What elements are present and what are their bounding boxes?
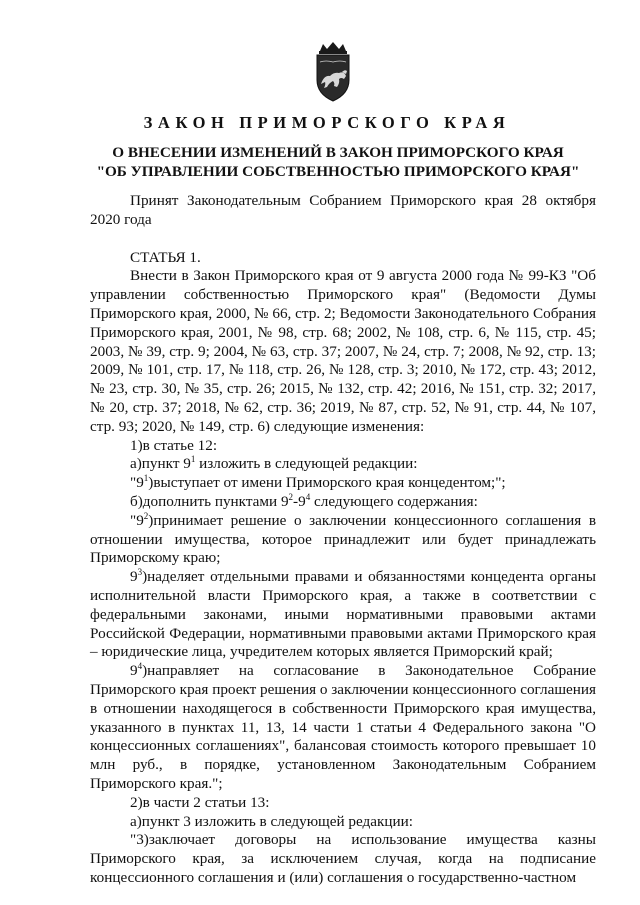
- law-title: ЗАКОН ПРИМОРСКОГО КРАЯ: [143, 113, 511, 132]
- law-subtitle-line2: "ОБ УПРАВЛЕНИИ СОБСТВЕННОСТЬЮ ПРИМОРСКОГО КРАЯ": [96, 163, 580, 180]
- document-body: [90, 192, 596, 888]
- item-1a: [90, 455, 596, 474]
- item-1b-text: б)дополнить пунктами 9: [130, 492, 289, 510]
- point-text-end: )наделяет отдельными правами и обязанностями концедента органы исполнительной власти Приморского края, а также в соответствии с федеральными законами, иными нормативными правовыми актами Российской Федерации, нормативными правовыми актами Приморского края – юридические лица, учредителем которых является Приморский край;: [90, 568, 596, 661]
- item-2: 2)в части 2 статьи 13:: [130, 793, 270, 811]
- article-intro: Внести в Закон Приморского края от 9 августа 2000 года № 99-КЗ "Об управлении собственностью Приморского края" (Ведомости Думы Приморского края, 2000, № 66, стр. 2; Ведомости Законодательного Собрания Приморского края, 2001, № 98, стр. 68; 2002, № 108, стр. 6, № 115, стр. 45; 2003, № 39, стр. 9; 2004, № 63, стр. 37; 2007, № 24, стр. 7; 2008, № 92, стр. 13; 2009, № 101, стр. 17, № 118, стр. 26, № 128, стр. 3; 2010, № 172, стр. 43; 2012, № 23, стр. 30, № 35, стр. 26; 2015, № 132, стр. 42; 2016, № 151, стр. 32; 2017, № 20, стр. 37; 2018, № 62, стр. 36; 2019, № 87, стр. 52, № 91, стр. 44, № 107, стр. 93; 2020, № 149, стр. 6) следующие изменения:: [90, 267, 596, 435]
- superscript: 3: [137, 567, 143, 578]
- adoption-statement: Принят Законодательным Собранием Приморского края 28 октября 2020 года: [90, 192, 596, 228]
- point-text-end: )направляет на согласование в Законодательное Собрание Приморского края проект решения о заключении концессионного соглашения в отношении находящегося в собственности Приморского края имущества, указанного в пунктах 11, 13, 14 части 1 статьи 4 Федерального закона "О концессионных соглашениях", балансовая стоимость которого превышает 10 млн руб., в порядке, установленном Законодательным Собранием Приморского края.";: [90, 662, 596, 792]
- point-3: "3)заключает договоры на использование имущества казны Приморского края, за исключением случая, когда на подписание концессионного соглашения и (или) соглашения о государственно-частном: [90, 831, 596, 886]
- law-subtitle-line1: О ВНЕСЕНИИ ИЗМЕНЕНИЙ В ЗАКОН ПРИМОРСКОГО КРАЯ: [112, 144, 564, 161]
- point-9-3: [90, 568, 596, 662]
- item-1b: [90, 493, 596, 512]
- item-1a-quote: [90, 474, 596, 493]
- superscript: 4: [137, 661, 143, 672]
- point-text: 9: [130, 662, 138, 680]
- superscript: 2: [143, 510, 149, 521]
- point-text: 9: [130, 568, 138, 586]
- item-1a-text: а)пункт 9: [130, 455, 191, 473]
- item-1: 1)в статье 12:: [130, 436, 218, 454]
- primorsky-krai-coat-of-arms-icon: [306, 42, 360, 102]
- item-1a-text-end: изложить в следующей редакции:: [195, 455, 418, 473]
- point-text-end: )принимает решение о заключении концессионного соглашения в отношении имущества, которое принадлежит или будет принадлежать Приморскому краю;: [90, 511, 596, 567]
- item-1b-text-end: следующего содержания:: [310, 492, 478, 510]
- superscript: 1: [190, 454, 196, 465]
- quote-text: "9: [130, 474, 144, 492]
- point-9-2: [90, 512, 596, 568]
- point-text: "9: [130, 511, 144, 529]
- quote-text-end: )выступает от имени Приморского края концедентом;";: [148, 474, 506, 492]
- item-1b-dash: -9: [293, 492, 306, 510]
- superscript: 4: [305, 491, 311, 502]
- superscript: 1: [143, 473, 149, 484]
- point-9-4: [90, 662, 596, 794]
- item-2a: а)пункт 3 изложить в следующей редакции:: [130, 812, 413, 830]
- article-heading: СТАТЬЯ 1.: [130, 248, 201, 266]
- superscript: 2: [288, 491, 294, 502]
